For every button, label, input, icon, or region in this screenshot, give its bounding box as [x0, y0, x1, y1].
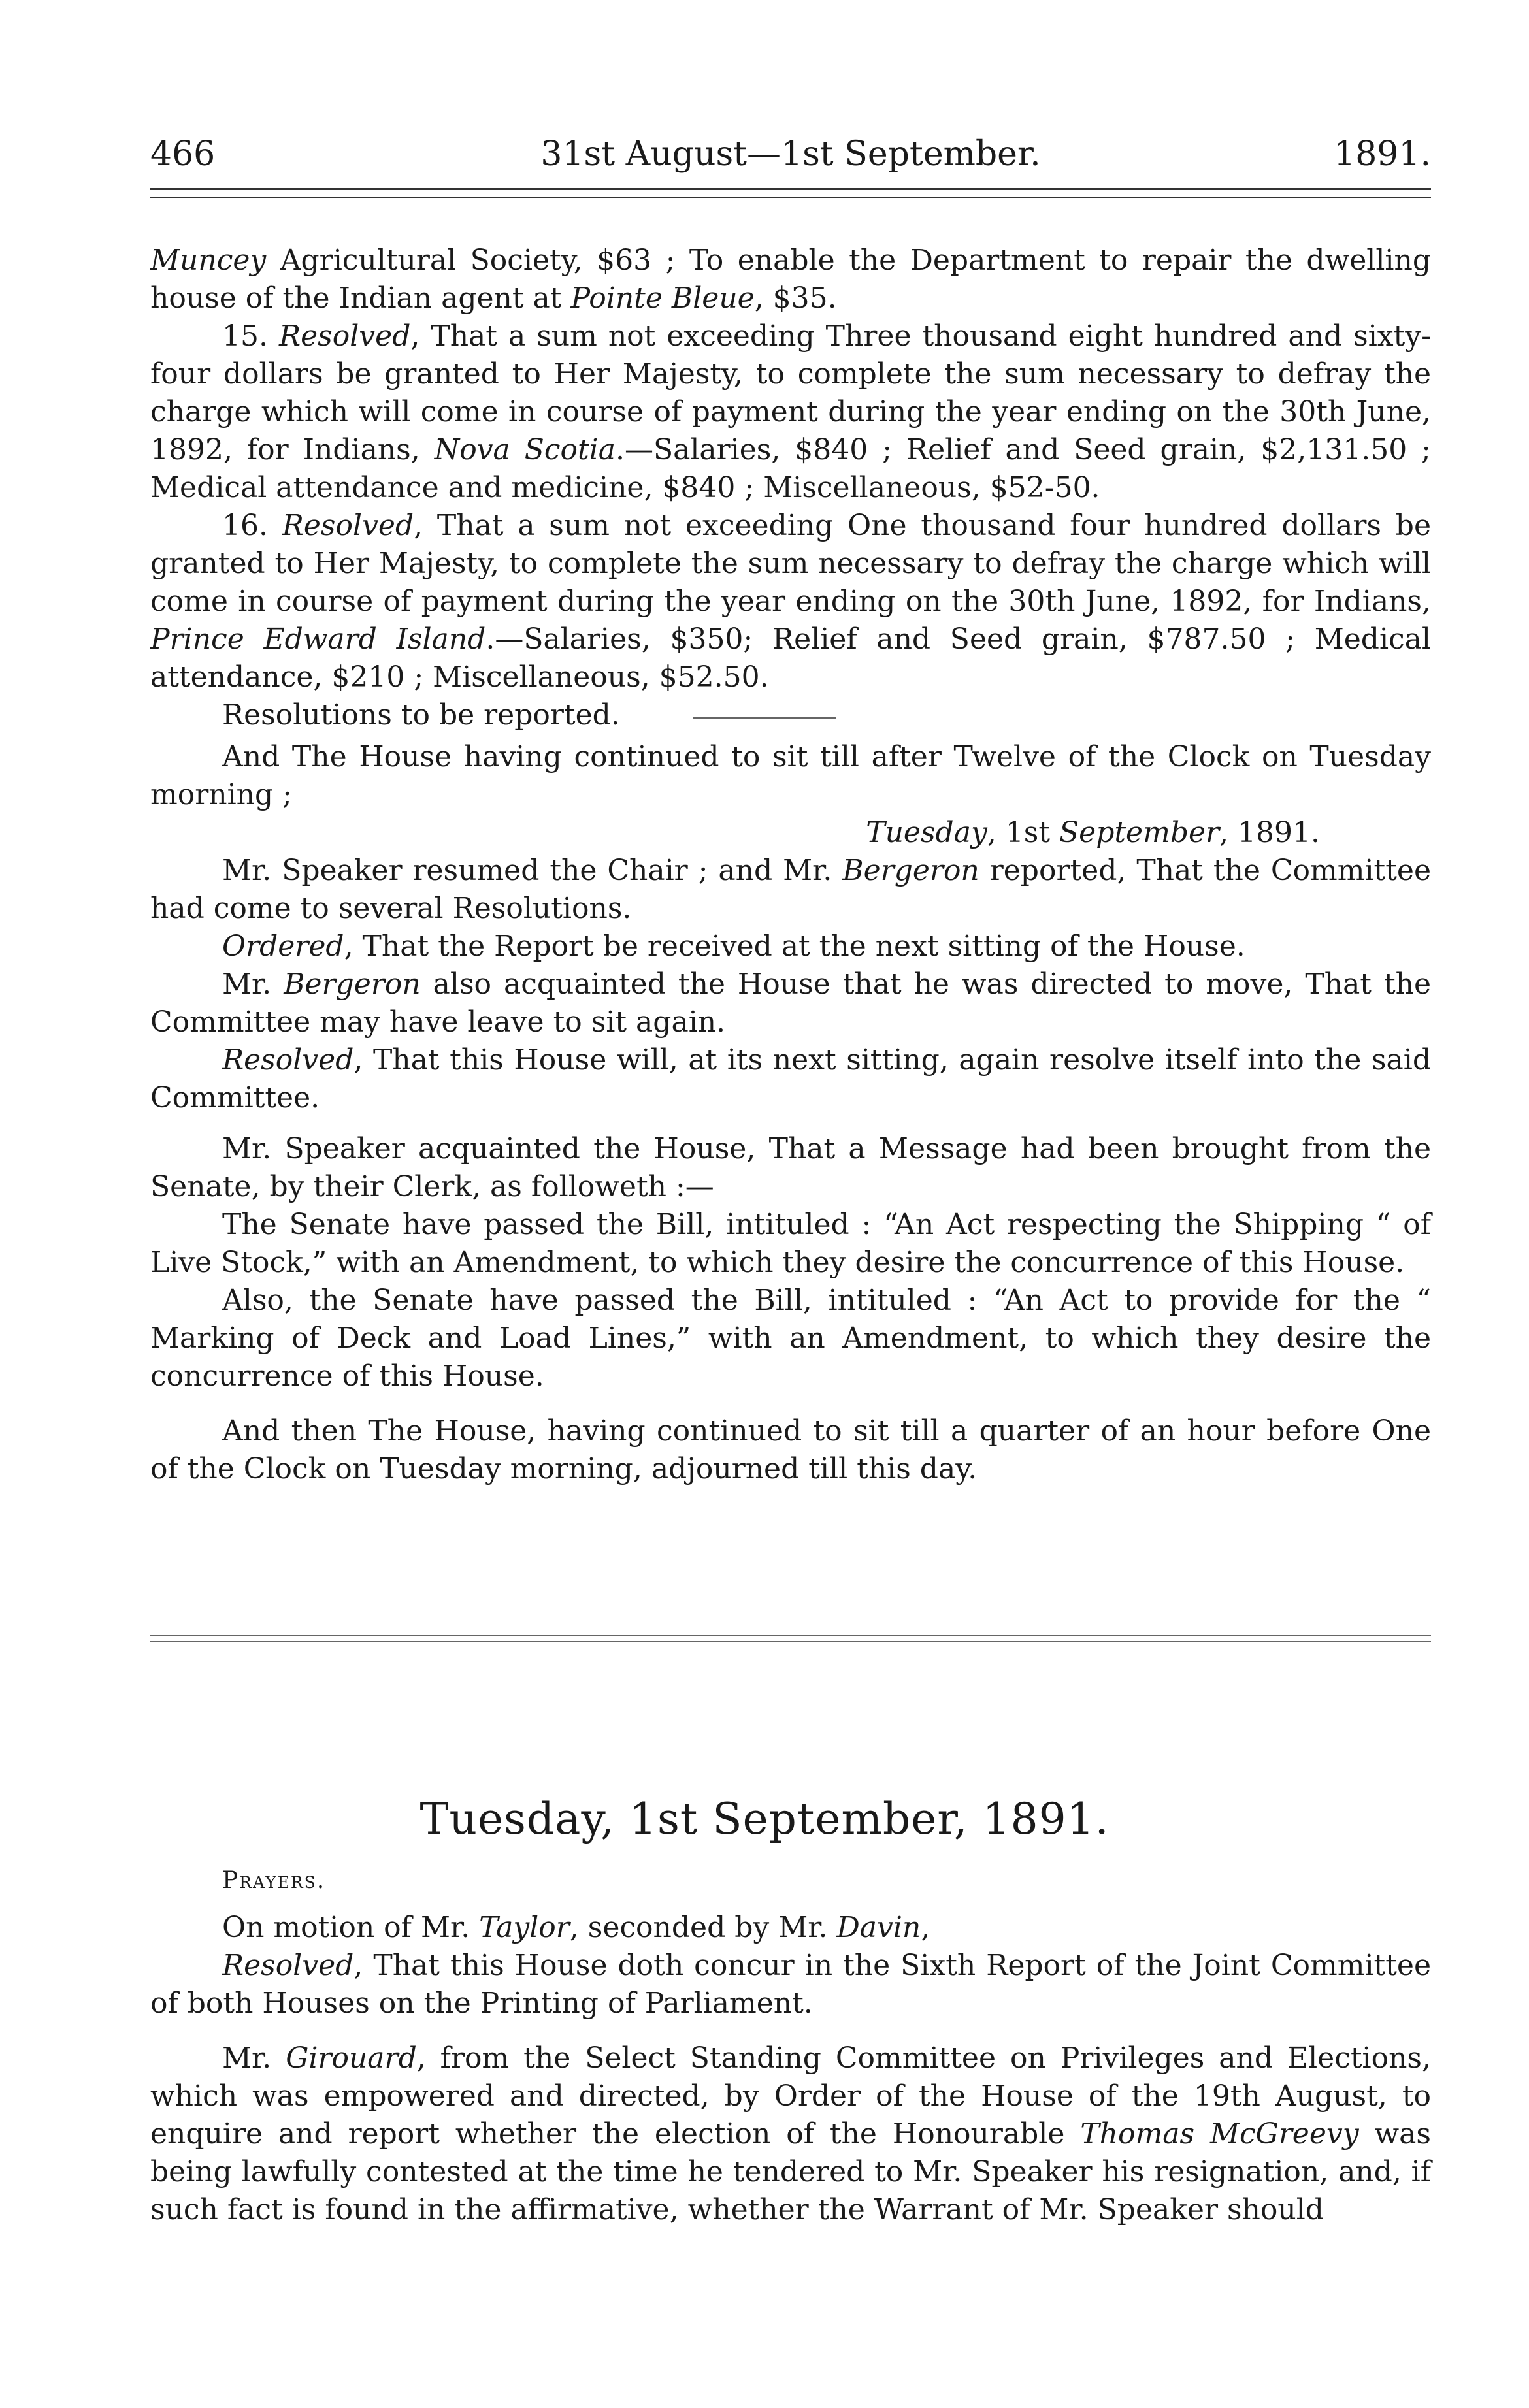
- day-divider: [150, 1635, 1431, 1636]
- section-divider: [693, 717, 836, 719]
- paragraph: The Senate have passed the Bill, intituled : “An Act respecting the Shipping “ of Live Stock,” with an Amendment, to which they desire the concurrence of this House.: [150, 1208, 1431, 1279]
- prayers-label: Prayers.: [222, 1867, 326, 1894]
- paragraph: Resolved, That this House will, at its next sitting, again resolve itself into the said Committee.: [150, 1043, 1431, 1115]
- paragraph: Mr. Speaker acquainted the House, That a Message had been brought from the Senate, by their Clerk, as followeth :—: [150, 1132, 1431, 1203]
- senate-message: [150, 1130, 1431, 1488]
- paragraph: Resolved, That this House doth concur in the Sixth Report of the Joint Committee of both Houses on the Printing of Parliament.: [150, 1949, 1431, 2020]
- resolution-15: 15. Resolved, That a sum not exceeding Three thousand eight hundred and sixty-four dollars be granted to Her Majesty, to complete the sum necessary to defray the charge which will come in course of payment during the year ending on the 30th June, 1892, for Indians, Nova Scotia.—Salaries, $840 ; Relief and Seed grain, $2,131.50 ; Medical attendance and medicine, $840 ; Miscellaneous, $52-50.: [150, 319, 1431, 504]
- paragraph: Resolutions to be reported.: [222, 698, 620, 732]
- paragraph: And then The House, having continued to sit till a quarter of an hour before One of the Clock on Tuesday morning, adjourned till this day.: [150, 1414, 1431, 1486]
- day-divider: [150, 1641, 1431, 1642]
- paragraph: Mr. Girouard, from the Select Standing Committee on Privileges and Elections, which was empowered and directed, by Order of the House of the 19th August, to enquire and report whether the election of the Honourable Thomas McGreevy was being lawfully contested at the time he tendered to Mr. Speaker his resignation, and, if such fact is found in the affirmative, whether the Warrant of Mr. Speaker should: [150, 2042, 1431, 2226]
- page-number: 466: [150, 135, 216, 174]
- day-heading: Tuesday, 1st September, 1891.: [419, 1794, 1110, 1844]
- paragraph: Also, the Senate have passed the Bill, intituled : “An Act to provide for the “ Marking of Deck and Load Lines,” with an Amendment, to which they desire the concurrence of this House.: [150, 1284, 1431, 1393]
- header-year: 1891.: [1334, 135, 1431, 174]
- header-title: 31st August—1st September.: [540, 135, 1041, 174]
- paragraph: And The House having continued to sit till after Twelve of the Clock on Tuesday morning ;: [150, 740, 1431, 811]
- header-rule: [150, 188, 1431, 198]
- paragraph: Ordered, That the Report be received at the next sitting of the House.: [222, 930, 1245, 963]
- paragraph: Muncey Agricultural Society, $63 ; To enable the Department to repair the dwelling house of the Indian agent at Pointe Bleue, $35.: [150, 244, 1431, 315]
- paragraph: Mr. Speaker resumed the Chair ; and Mr. Bergeron reported, That the Committee had come to several Resolutions.: [150, 854, 1431, 925]
- estimates-resolutions: [150, 242, 1431, 734]
- day-proceedings: [150, 1862, 1431, 2229]
- paragraph: Mr. Bergeron also acquainted the House that he was directed to move, That the Committee may have leave to sit again.: [150, 968, 1432, 1039]
- resolution-16: 16. Resolved, That a sum not exceeding One thousand four hundred dollars be granted to Her Majesty, to complete the sum necessary to defray the charge which will come in course of payment during the year ending on the 30th June, 1892, for Indians, Prince Edward Island.—Salaries, $350; Relief and Seed grain, $787.50 ; Medical attendance, $210 ; Miscellaneous, $52.50.: [150, 509, 1431, 694]
- committee-report: [150, 738, 1431, 1117]
- dateline: Tuesday, 1st September, 1891.: [866, 816, 1320, 849]
- paragraph: On motion of Mr. Taylor, seconded by Mr. Davin,: [222, 1911, 930, 1944]
- running-header: [150, 128, 1431, 180]
